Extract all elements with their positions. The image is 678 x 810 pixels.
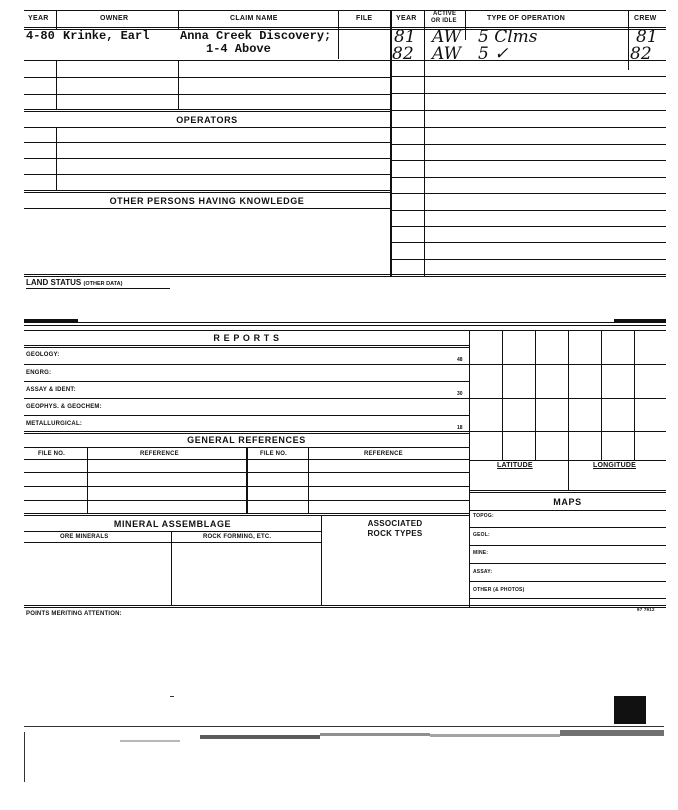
topog-label: TOPOG: (473, 513, 494, 519)
general-references-heading: GENERAL REFERENCES (187, 435, 306, 445)
claim-year: 4-80 (26, 29, 55, 43)
metallurgical-number: 18 (457, 425, 463, 431)
associated-rock-heading-1: ASSOCIATED (367, 519, 423, 528)
claim-name-line2: 1-4 Above (206, 42, 271, 56)
ops-year-2: 82 (392, 44, 414, 64)
geology-number: 48 (457, 357, 463, 363)
claim-name-header: CLAIM NAME (230, 15, 278, 22)
points-meriting-attention: POINTS MERITING ATTENTION: (26, 611, 122, 617)
mineral-assemblage-heading: MINERAL ASSEMBLAGE (113, 519, 232, 529)
assay-number: 30 (457, 391, 463, 397)
ops-status-1: AW (432, 27, 462, 47)
file-header: FILE (356, 15, 373, 22)
geol-label: GEOL: (473, 532, 490, 538)
land-status-label: LAND STATUS (26, 278, 82, 287)
claim-name-line1: Anna Creek Discovery; (180, 29, 332, 43)
reports-heading: R E P O R T S (213, 333, 280, 343)
year-header: YEAR (28, 15, 49, 22)
metallurgical-label: METALLURGICAL: (26, 421, 83, 427)
maps-heading: MAPS (553, 497, 582, 507)
owner-header: OWNER (100, 15, 129, 22)
file-no-header-2: FILE NO. (260, 451, 287, 457)
ops-year-header: YEAR (396, 15, 417, 22)
other-photos-label: OTHER (& PHOTOS) (473, 587, 525, 593)
claim-owner: Krinke, Earl (63, 29, 150, 43)
type-of-operation-header: TYPE OF OPERATION (487, 15, 566, 22)
file-no-header-1: FILE NO. (38, 451, 65, 457)
operators-heading: OPERATORS (176, 115, 238, 125)
active-header: ACTIVE (433, 11, 457, 17)
other-persons-heading: OTHER PERSONS HAVING KNOWLEDGE (109, 196, 305, 206)
geology-label: GEOLOGY: (26, 352, 60, 358)
ops-crew-2: 82 (630, 44, 652, 64)
ore-minerals-header: ORE MINERALS (60, 534, 109, 540)
ops-type-2: 5 ✓ (478, 44, 509, 64)
idle-header: OR IDLE (431, 18, 457, 24)
associated-rock-heading-2: ROCK TYPES (367, 529, 423, 538)
engrg-label: ENGRG: (26, 370, 52, 376)
reference-header-1: REFERENCE (140, 451, 179, 457)
crew-header: CREW (634, 15, 657, 22)
reference-header-2: REFERENCE (364, 451, 403, 457)
longitude-label: LONGITUDE (593, 462, 637, 469)
rock-forming-header: ROCK FORMING, ETC. (203, 534, 272, 540)
assay-map-label: ASSAY: (473, 569, 493, 575)
ops-status-2: AW (432, 44, 462, 64)
land-status-sub: (OTHER DATA) (83, 281, 123, 287)
form-code: 97 7912 (637, 607, 655, 612)
ops-type-1: 5 Clms (478, 27, 538, 47)
mine-label: MINE: (473, 550, 489, 556)
geophys-label: GEOPHYS. & GEOCHEM: (26, 404, 102, 410)
latitude-label: LATITUDE (497, 462, 533, 469)
assay-ident-label: ASSAY & IDENT: (26, 387, 76, 393)
ops-year-1: 81 (394, 27, 416, 47)
ops-crew-1: 81 (636, 27, 658, 47)
